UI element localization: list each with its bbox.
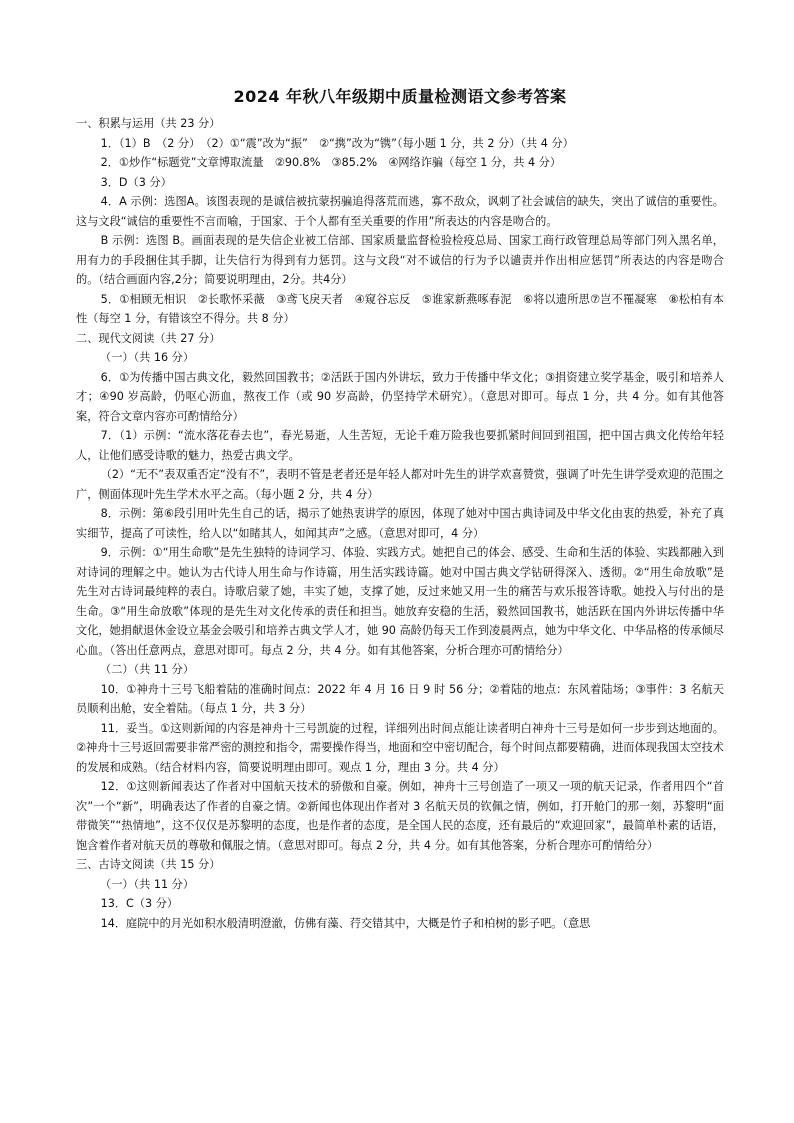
answer-paragraph: 11．妥当。①这则新闻的内容是神舟十三号凯旋的过程，详细列出时间点能让读者明白神舟十三号是如何一步步到达地面的。②神舟十三号返回需要非常严密的测控和指令，需要操作得当，地面和空中密切配合，每个时间点都要精确，进而体现我国太空技术的发展和成熟。（结合材料内容，简要说明理由即可。观点 1 分，理由 3 分。共 4 分）	[76, 721, 724, 774]
answer-paragraph: 2．①炒作“标题党”文章博取流量 ②90.8% ③85.2% ④网络诈骗（每空 1 分，共 4 分）	[100, 156, 562, 169]
answer-paragraph: 6．①为传播中国古典文化，毅然回国教书；②活跃于国内外讲坛，致力于传播中华文化；③捐资建立奖学基金，吸引和培养人才；④90 岁高龄，仍呕心沥血，熬夜工作（或 90 岁高龄，仍坚持学术研究）。（意思对即可。每点 1 分，共 4 分。如有其他答案，符合文章内容亦可酌情给分）	[76, 370, 724, 423]
answer-paragraph: 10．①神舟十三号飞船着陆的准确时间点：2022 年 4 月 16 日 9 时 56 分；②着陆的地点：东风着陆场；③事件：3 名航天员顺利出舱，安全着陆。（每点 1 分，共 3 分）	[76, 682, 724, 715]
answer-paragraph: 9．示例：①“用生命歌”是先生独特的诗词学习、体验、实践方式。她把自己的体会、感受、生命和生活的体验、实践都融入到对诗词的理解之中。她认为古代诗人用生命与作诗篇，用生活实践诗篇。她对中国古典文学钻研得深入、透彻。②“用生命放歌”是先生对古诗词最纯粹的表白。诗歌启蒙了她，丰实了她，支撑了她，反过来她又用一生的痛苦与欢乐报答诗歌。她投入与付出的是生命。③“用生命放歌”体现的是先生对文化传承的责任和担当。她放弃安稳的生活，毅然回国教书，她活跃在国内外讲坛传播中华文化，她捐献退休金设立基金会吸引和培养古典文学人才，她 90 高龄仍每天工作到凌晨两点，她为中华文化、中华品格的传承倾尽心血。（答出任意两点，意思对即可。每点 2 分，共 4 分。如有其他答案，分析合理亦可酌情给分）	[76, 546, 724, 657]
answer-paragraph: 3．D（3 分）	[100, 175, 172, 189]
answer-paragraph: 14．庭院中的月光如积水般清明澄澈，仿佛有藻、荇交错其中，大概是竹子和柏树的影子吧。（意思	[100, 916, 591, 930]
answer-paragraph: B 示例：选图 B。画面表现的是失信企业被工信部、国家质量监督检验检疫总局、国家工商行政管理总局等部门列入黑名单，用有力的手段捆住其手脚，让失信行为得到有力惩罚。这与文段“对不诚信的行为予以谴责并作出相应惩罚”所表达的内容是吻合的。（结合画面内容,2分；简要说明理由，2分。共4分）	[76, 234, 724, 286]
answer-paragraph: 1．（1）B （2 分） （2）①“震”改为“振” ②“携”改为“镌”（每小题 1 分，共 2 分）（共 4 分）	[100, 136, 574, 150]
answer-paragraph: 8．示例：第⑥段引用叶先生自己的话，揭示了她热衷讲学的原因，体现了她对中国古典诗词及中华文化由衷的热爱，补充了真实细节，提高了可读性，给人以“如睹其人，如闻其声”之感。（意思对即可，4 分）	[76, 507, 724, 540]
subsection-heading: （一）（共 11 分）	[100, 877, 195, 891]
subsection-heading: （一）（共 16 分）	[100, 351, 195, 364]
answer-paragraph: 4．A 示例：选图A。该图表现的是诚信被抗蒙拐骗追得落荒而逃，寡不敌众，讽刺了社会诚信的缺失，突出了诚信的重要性。这与文段“诚信的重要性不言而喻，于国家、于个人都有至关重要的作用”所表达的内容是吻合的。	[76, 195, 724, 228]
answer-paragraph: （2）“无不”表双重否定“没有不”，表明不管是老者还是年轻人都对叶先生的讲学欢喜赞赏，强调了叶先生讲学受欢迎的范围之广，侧面体现叶先生学术水平之高。（每小题 2 分，共 4 分）	[76, 468, 724, 501]
answer-paragraph: 13．C（3 分）	[100, 897, 179, 910]
subsection-heading: （二）（共 11 分）	[100, 663, 195, 676]
document-title: 2024 年秋八年级期中质量检测语文参考答案	[233, 87, 567, 106]
answer-paragraph: 7．（1）示例：“流水落花春去也”，春光易逝，人生苦短，无论千难万险我也要抓紧时间回到祖国，把中国古典文化传给年轻人，让他们感受诗歌的魅力，热爱古典文学。	[76, 429, 724, 462]
section-heading: 二、现代文阅读（共 27 分）	[76, 331, 221, 345]
document-body	[76, 114, 724, 933]
section-heading: 三、古诗文阅读（共 15 分）	[76, 858, 221, 871]
section-heading: 一、积累与运用（共 23 分）	[76, 117, 221, 130]
answer-paragraph: 12．①这则新闻表达了作者对中国航天技术的骄傲和自豪。例如，神舟十三号创造了一项又一项的航天记录，作者用四个“首次”一个“新”，明确表达了作者的自豪之情。②新闻也体现出作者对 3 名航天员的钦佩之情，例如，打开舱门的那一刻，苏黎明“面带微笑”“热情地”，这不仅仅是苏黎明的态度，也是作者的态度，是全国人民的态度，还有最后的“欢迎回家”，最简单朴素的话语，饱含着作者对航天员的尊敬和佩服之情。（意思对即可。每点 2 分，共 4 分。如有其他答案，分析合理亦可酌情给分）	[76, 780, 724, 852]
answer-paragraph: 5．①相顾无相识 ②长歌怀采薇 ③鸢飞戾天者 ④窥谷忘反 ⑤谁家新燕啄春泥 ⑥将以遗所思⑦岂不罹凝寒 ⑧松柏有本性（每空 1 分，有错该空不得分。共 8 分）	[76, 292, 724, 325]
